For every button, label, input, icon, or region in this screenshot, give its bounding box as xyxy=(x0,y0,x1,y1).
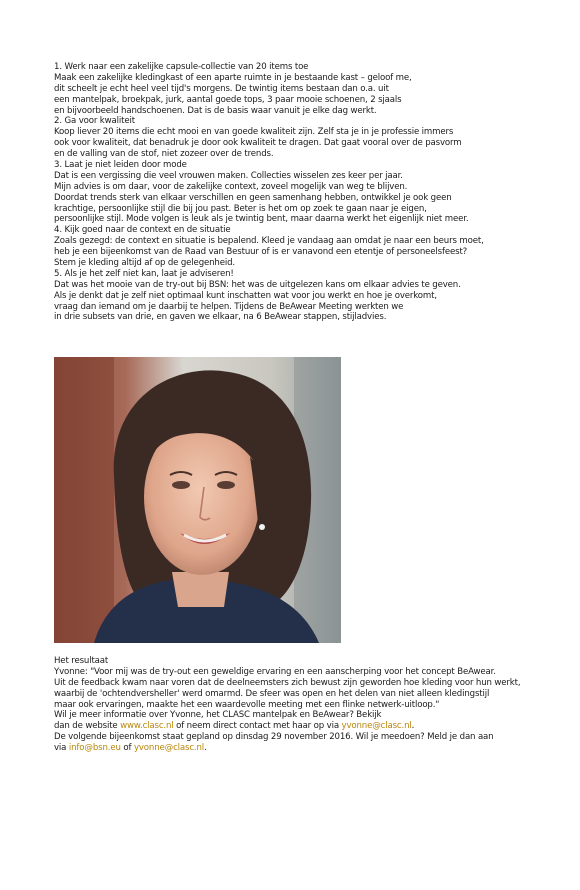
article-top-line: Zoals gezegd: de context en situatie is bepalend. Kleed je vandaag aan omdat je naar een beurs moet, xyxy=(54,236,484,247)
article-top-line: 1. Werk naar een zakelijke capsule-collectie van 20 items toe xyxy=(54,62,309,72)
article-text-top xyxy=(54,62,570,323)
article-top-line: in drie subsets van drie, en gaven we elkaar, na 6 BeAwear stappen, stijladvies. xyxy=(54,312,387,323)
article-top-line: Dat is een vergissing die veel vrouwen maken. Collecties wisselen zes keer per jaar. xyxy=(54,170,403,181)
website-prefix-text: dan de website xyxy=(54,721,121,732)
contact-line xyxy=(54,743,570,754)
article-top-line: Koop liever 20 items die echt mooi en van goede kwaliteit zijn. Zelf sta je in je professie immers xyxy=(54,127,454,138)
contact-prefix-text: via xyxy=(54,743,69,754)
website-middle-text: of neem direct contact met haar op via xyxy=(173,721,342,732)
article-top-line: Stem je kleding altijd af op de gelegenheid. xyxy=(54,258,235,269)
article-bottom-line: Wil je meer informatie over Yvonne, het CLASC mantelpak en BeAwear? Bekijk xyxy=(54,710,382,721)
article-top-line: ook voor kwaliteit, dat benadruk je door ook kwaliteit te dragen. Dat gaat vooral over de pasvorm xyxy=(54,138,462,149)
next-meeting-line: De volgende bijeenkomst staat gepland op dinsdag 29 november 2016. Wil je meedoen? Meld je dan aan xyxy=(54,732,494,743)
article-top-line: Maak een zakelijke kledingkast of een aparte ruimte in je bestaande kast – geloof me, xyxy=(54,72,412,83)
portrait-illustration xyxy=(54,357,341,643)
bsn-email-link[interactable]: info@bsn.eu xyxy=(68,743,121,754)
article-text-bottom xyxy=(54,656,570,754)
article-top-line: dit scheelt je echt heel veel tijd's morgens. De twintig items bestaan dan o.a. uit xyxy=(54,83,389,94)
article-top-line: Mijn advies is om daar, voor de zakelijke context, zoveel mogelijk van weg te blijven. xyxy=(54,181,408,192)
article-bottom-line: maar ook ervaringen, maakte het een waardevolle meeting met een flinke netwerk-uitloop." xyxy=(54,699,440,710)
article-top-line: persoonlijke stijl. Mode volgen is leuk als je twintig bent, maar daarna werkt het eigenlijk niet meer. xyxy=(54,214,469,225)
portrait-photo xyxy=(54,357,341,643)
article-top-line: 5. Als je het zelf niet kan, laat je adviseren! xyxy=(54,268,234,279)
contact-suffix-text: . xyxy=(204,743,207,754)
article-top-line: 3. Laat je niet leiden door mode xyxy=(54,160,187,171)
article-top-line: 2. Ga voor kwaliteit xyxy=(54,116,135,127)
article-top-line: en bijvoorbeeld handschoenen. Dat is de basis waar vanuit je elke dag werkt. xyxy=(54,105,377,116)
article-top-line: 4. Kijk goed naar de context en de situatie xyxy=(54,225,231,236)
article-top-line: heb je een bijeenkomst van de Raad van Bestuur of is er vanavond een etentje of personeelsfeest? xyxy=(54,247,468,258)
article-bottom-line: Uit de feedback kwam naar voren dat de deelneemsters zich bewust zijn geworden hoe kleding voor hun werkt, xyxy=(54,677,521,688)
article-top-line: krachtige, persoonlijke stijl die bij jou past. Beter is het om op zoek te gaan naar je eigen, xyxy=(54,203,427,214)
article-bottom-line: Het resultaat xyxy=(54,656,109,666)
article-top-line: Dat was het mooie van de try-out bij BSN: het was de uitgelezen kans om elkaar advies te geven. xyxy=(54,279,461,290)
website-link[interactable]: www.clasc.nl xyxy=(120,721,174,732)
contact-middle-text: of xyxy=(120,743,134,754)
article-top-line: vraag dan iemand om je daarbij te helpen. Tijdens de BeAwear Meeting werkten we xyxy=(54,301,404,312)
yvonne-contact-email-link[interactable]: yvonne@clasc.nl xyxy=(133,743,205,754)
article-top-line: Als je denkt dat je zelf niet optimaal kunt inschatten wat voor jou werkt en hoe je overkomt, xyxy=(54,290,437,301)
yvonne-email-link[interactable]: yvonne@clasc.nl xyxy=(341,721,412,732)
article-top-line: en de valling van de stof, niet zozeer over de trends. xyxy=(54,149,274,160)
article-top-line: Doordat trends sterk van elkaar verschillen en geen samenhang hebben, ontwikkel je ook geen xyxy=(54,192,452,203)
website-suffix-text: . xyxy=(411,721,415,732)
article-bottom-line: Yvonne: "Voor mij was de try-out een geweldige ervaring en een aanscherping voor het concept BeAwear. xyxy=(54,666,496,677)
article-bottom-line: waarbij de 'ochtendversheller' werd omarmd. De sfeer was open en het delen van niet alleen kledingstijl xyxy=(54,688,490,699)
article-top-line: een mantelpak, broekpak, jurk, aantal goede tops, 3 paar mooie schoenen, 2 sjaals xyxy=(54,94,402,105)
website-line xyxy=(54,721,570,732)
